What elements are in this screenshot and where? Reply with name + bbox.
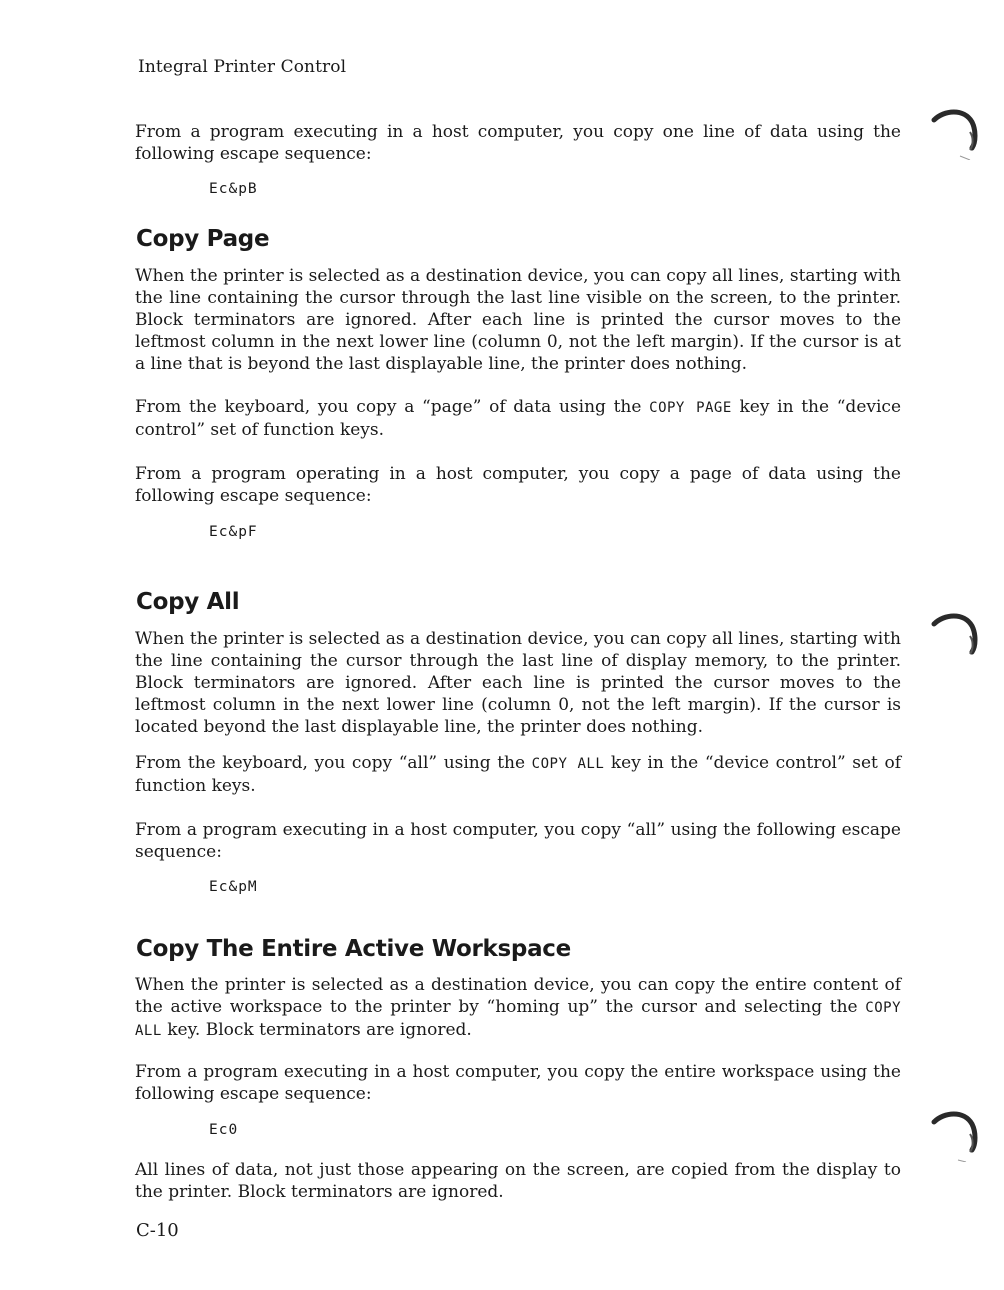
copy-page-paragraph-1: When the printer is selected as a destination device, you can copy all lines, starting with the line containing the cursor through the last line visible on the screen, to the printer. Block terminators are ignored. After each line is printed the cursor moves to the leftmost column in the next lower line (column 0, not the left margin). If the cursor is at a line that is beyond the last displayable line, the printer does nothing. xyxy=(135,266,901,374)
copy-page-paragraph-3: From a program operating in a host computer, you copy a page of data using the following escape sequence: xyxy=(135,464,901,506)
intro-paragraph: From a program executing in a host computer, you copy one line of data using the following escape sequence: xyxy=(135,122,901,164)
copy-workspace-paragraph-1 xyxy=(135,974,901,1042)
binder-hole-mark xyxy=(930,108,980,160)
copy-workspace-escape-sequence: Ec0 xyxy=(209,1122,239,1138)
copy-workspace-paragraph-1-text-b: key. Block terminators are ignored. xyxy=(161,1020,472,1040)
binder-hole-mark xyxy=(930,1110,980,1162)
copy-page-heading: Copy Page xyxy=(136,226,270,252)
copy-workspace-heading: Copy The Entire Active Workspace xyxy=(136,936,571,962)
copy-all-paragraph-2-text-b: key in the “device control” set of function keys. xyxy=(135,753,902,796)
page-number: C-10 xyxy=(136,1220,179,1241)
copy-workspace-key-label: COPY ALL xyxy=(135,1000,901,1039)
binder-hole-mark xyxy=(930,612,980,664)
running-head: Integral Printer Control xyxy=(138,57,347,77)
copy-all-paragraph-3: From a program executing in a host computer, you copy “all” using the following escape sequence: xyxy=(135,820,901,862)
copy-all-heading: Copy All xyxy=(136,589,240,615)
copy-all-escape-sequence: Ec&pM xyxy=(209,879,258,895)
copy-all-paragraph-2-text-a: From the keyboard, you copy “all” using the xyxy=(135,753,532,773)
copy-all-key-label: COPY ALL xyxy=(531,756,605,772)
copy-page-paragraph-2-text-b: key in the “device control” set of function keys. xyxy=(135,397,902,440)
copy-workspace-paragraph-1-text-a: When the printer is selected as a destination device, you can copy the entire content of the active workspace to the printer by “homing up” the cursor and selecting the xyxy=(135,975,901,1017)
copy-page-key-label: COPY PAGE xyxy=(649,400,732,416)
copy-all-paragraph-2 xyxy=(135,752,901,797)
copy-workspace-paragraph-2: From a program executing in a host computer, you copy the entire workspace using the following escape sequence: xyxy=(135,1062,901,1104)
copy-page-paragraph-2 xyxy=(135,396,901,441)
copy-page-paragraph-2-text-a: From the keyboard, you copy a “page” of data using the xyxy=(135,397,650,417)
copy-workspace-paragraph-3: All lines of data, not just those appearing on the screen, are copied from the display to the printer. Block terminators are ignored. xyxy=(135,1160,901,1202)
intro-escape-sequence: Ec&pB xyxy=(209,181,258,197)
copy-all-paragraph-1: When the printer is selected as a destination device, you can copy all lines, starting with the line containing the cursor through the last line of display memory, to the printer. Block terminators are ignored. After each line is printed the cursor moves to the leftmost column in the next lower line (column 0, not the left margin). If the cursor is located beyond the last displayable line, the printer does nothing. xyxy=(135,629,901,737)
copy-page-escape-sequence: Ec&pF xyxy=(209,524,258,540)
